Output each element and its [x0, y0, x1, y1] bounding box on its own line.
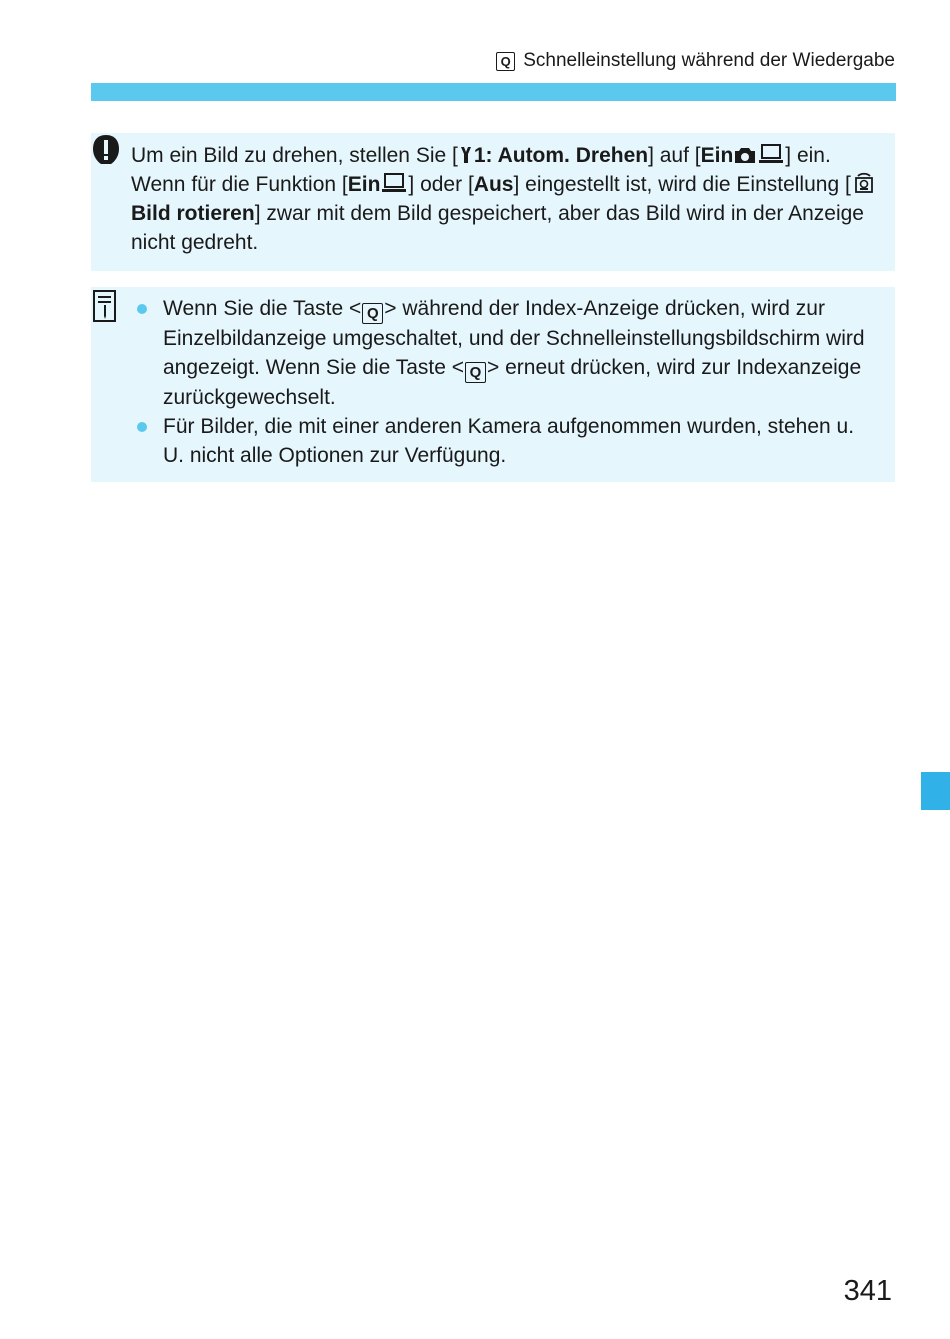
note-text-part: > erneut drücken, wird zur Indexanzeige zurückgewechselt.	[163, 356, 862, 409]
setting-ein-camera-pc: Ein	[700, 144, 734, 167]
bullet-icon	[137, 422, 147, 432]
menu-bild-rotieren: Bild rotieren	[131, 202, 255, 225]
quick-control-q-icon: Q	[362, 303, 383, 324]
page-number: 341	[843, 1275, 892, 1307]
rotate-image-icon	[852, 172, 876, 194]
caution-text	[131, 141, 881, 257]
bullet-icon	[137, 304, 147, 314]
caution-text-part: ] ein. Wenn für die Funktion [	[131, 144, 831, 196]
setting-aus: Aus	[473, 173, 514, 196]
quick-control-q-icon: Q	[465, 362, 486, 383]
header-title: Schnelleinstellung während der Wiedergabe	[523, 50, 895, 71]
note-text-part: Wenn Sie die Taste <	[163, 297, 362, 320]
menu-autom-drehen: 1: Autom. Drehen	[473, 144, 649, 167]
caution-text-part: ] auf [	[648, 144, 701, 167]
note-text-part: > während der Index-Anzeige drücken, wird zur Einzelbildanzeige umgeschaltet, und der Schnelleinstellungsbildschirm wird angezeigt. Wenn Sie die Taste <	[163, 297, 865, 379]
note-text-part: Für Bilder, die mit einer anderen Kamera aufgenommen wurden, stehen u. U. nicht alle Optionen zur Verfügung.	[163, 415, 855, 467]
quick-control-q-icon: Q	[496, 52, 515, 71]
note-box	[91, 287, 895, 482]
list-item	[91, 294, 871, 412]
list-item	[91, 412, 871, 470]
caution-text-part: ] zwar mit dem Bild gespeichert, aber das Bild wird in der Anzeige nicht gedreht.	[131, 202, 864, 254]
caution-text-part: ] oder [	[408, 173, 474, 196]
setting-ein-pc: Ein	[347, 173, 381, 196]
note-list	[91, 294, 891, 470]
wrench-setup-icon	[459, 145, 473, 165]
computer-icon	[381, 172, 407, 194]
caution-text-part: ] eingestellt ist, wird die Einstellung [	[513, 173, 851, 196]
caution-icon	[91, 133, 121, 167]
camera-icon	[734, 145, 756, 165]
header-bar	[91, 83, 896, 101]
caution-box	[91, 133, 895, 271]
computer-icon	[758, 143, 784, 165]
caution-text-part: Um ein Bild zu drehen, stellen Sie [	[131, 144, 458, 167]
page-header	[496, 50, 895, 72]
chapter-tab	[921, 772, 950, 810]
